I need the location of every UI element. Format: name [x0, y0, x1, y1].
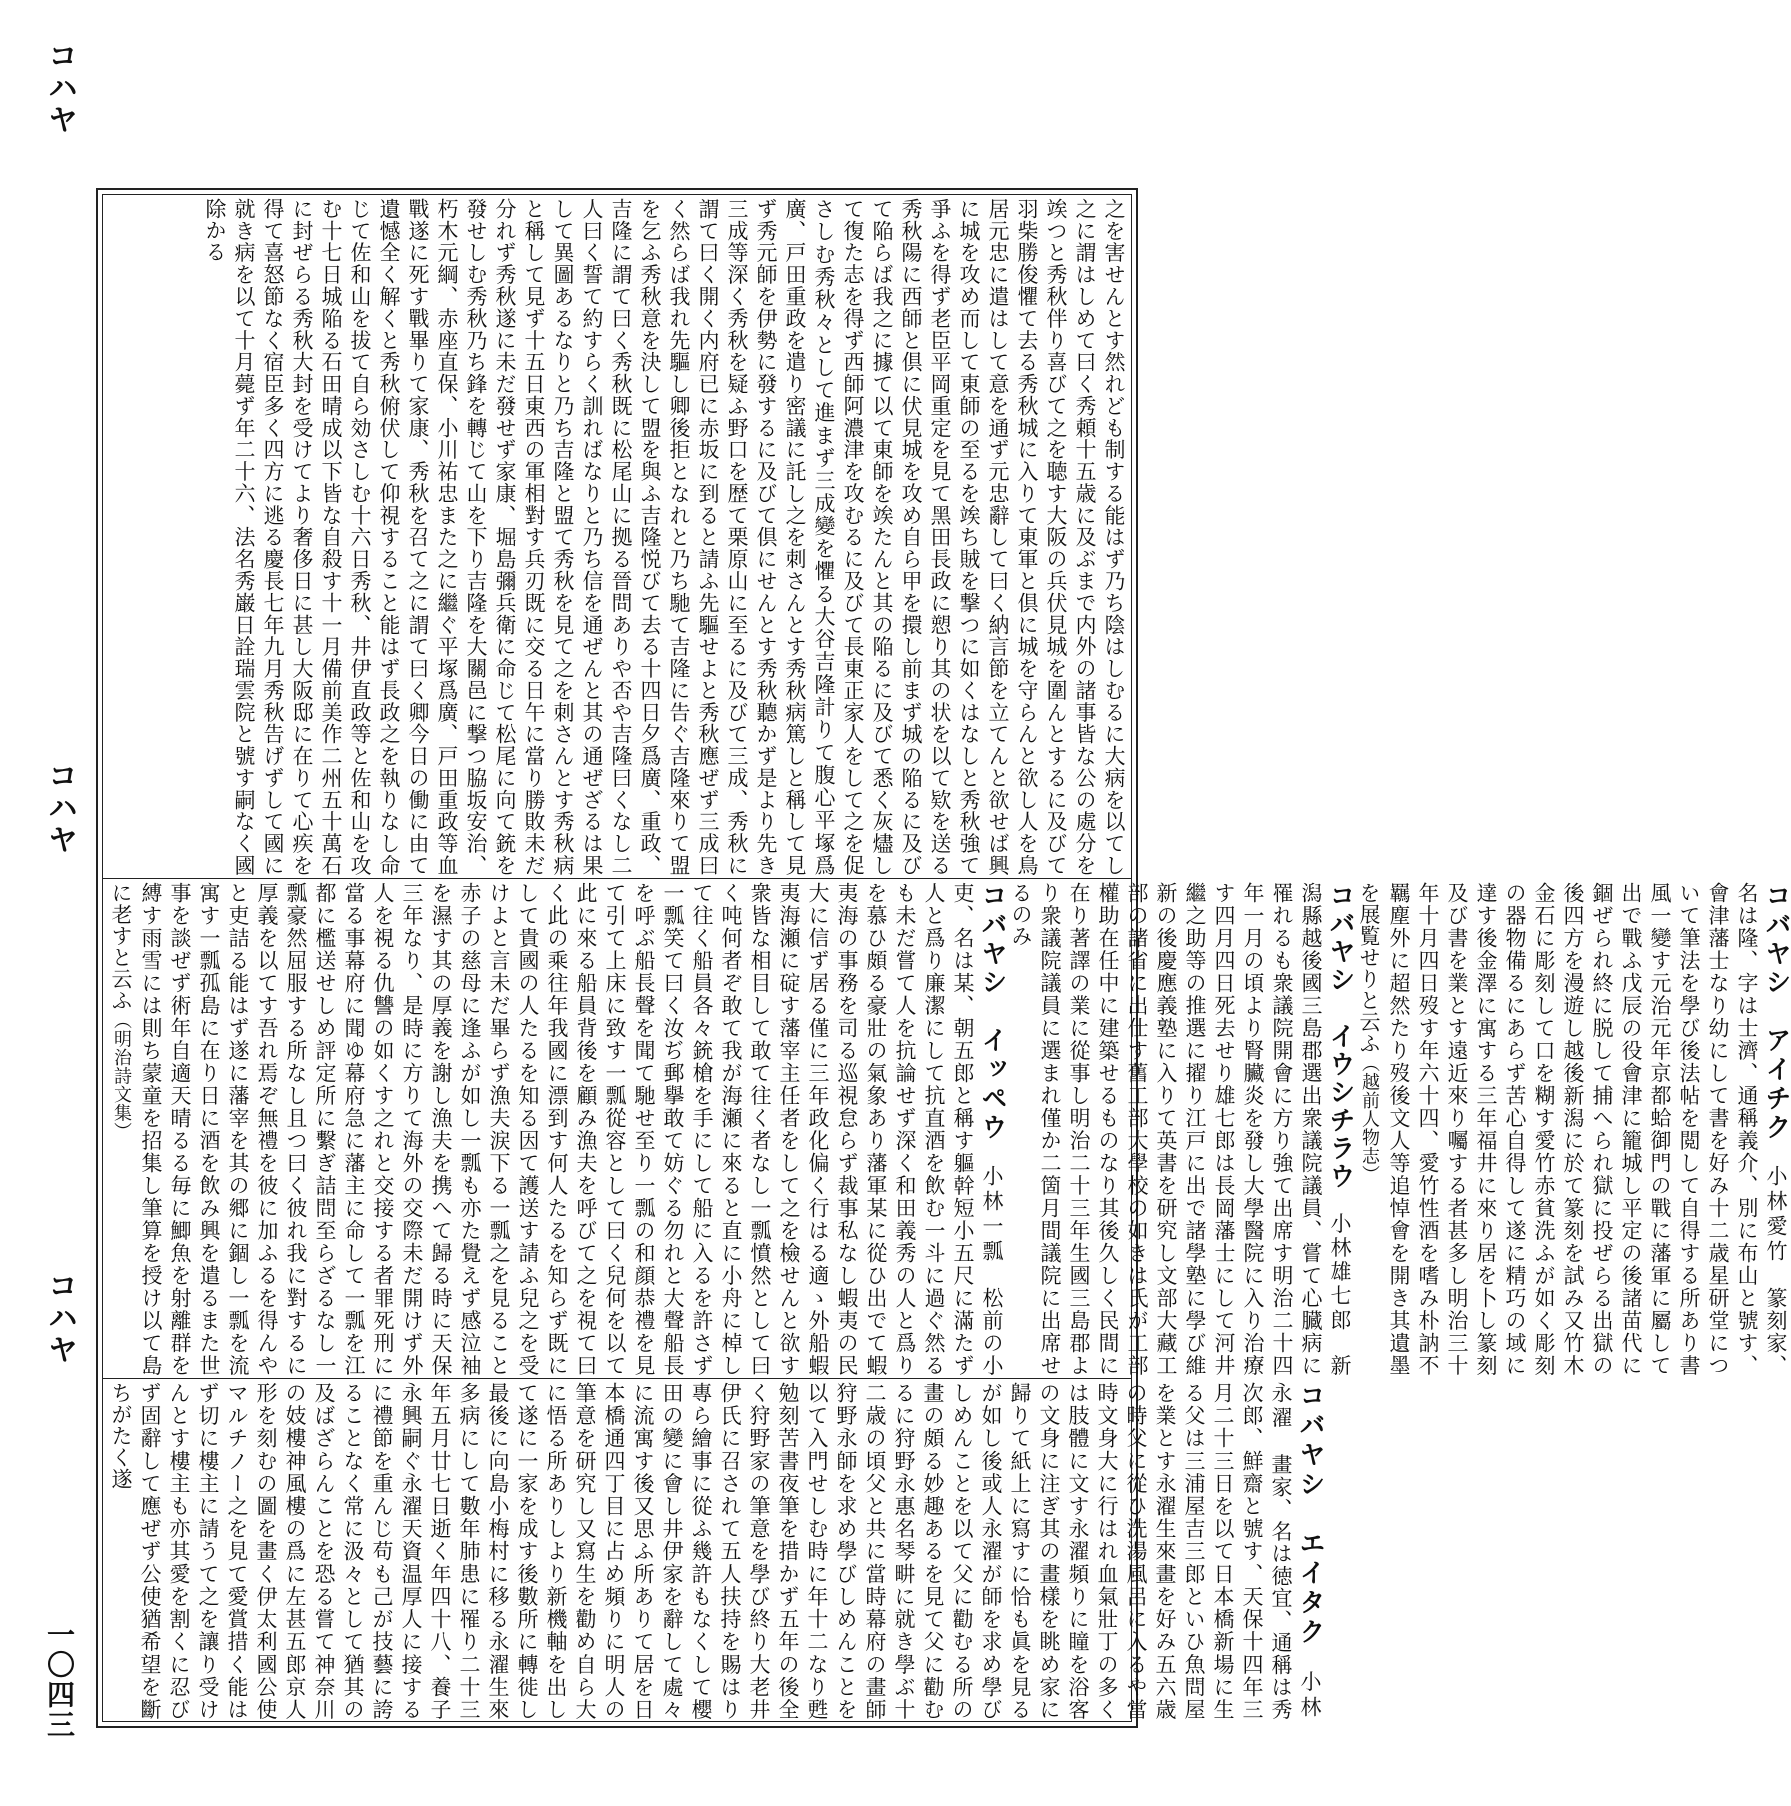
page-frame	[96, 188, 1791, 1728]
section-bottom-text	[106, 1382, 1324, 1720]
entry-author: 小林永濯	[1269, 1382, 1322, 1720]
entry-body: 篆刻家、名は隆、字は士濟、通稱義介、別に布山と號す、會津藩士なり幼にして書を好み十二歳星研堂について筆法を學び後法帖を閲して自得する所あり書風一變す元治元年京都蛤御門の戰に藩軍に屬して出で戰ふ戊辰の役會津に籠城し平定の後諸苗代に錮ぜられ終に脱して捕へられ獄に投ぜらる出獄の後四方を漫遊し越後新潟に於て篆刻を試み又竹木金石に彫刻して口を糊す愛竹赤貧洗ふが如く彫刻の器物備るにあらず苦心自得して遂に精巧の域に達す後金澤に寓する三年福井に來り居を卜し篆刻及び書を業とす遠近來り囑する者甚多し明治三十年十月四日歿す年六十四、愛竹性酒を嗜み朴訥不羈塵外に超然たり歿後文人等追悼會を開き其遺墨を展覧せりと云ふ	[1357, 882, 1788, 1377]
entry-author: 小林一瓢	[980, 1164, 1004, 1265]
kobayakawa-continuation-text: 之を害せんとす然れども制する能はず乃ち陰はしむるに大病を以てし之に謂はしめて曰く秀頼十五歳に及ぶまで内外の諸事皆な公の處分を竢つと秀秋伴り喜びて之を聴す大阪の兵伏見城を圍んとするに及びて羽柴勝俊懼て去る秀秋城に入りて東軍と倶に城を守らんと欲し人を鳥居元忠に遣はして意を通ず元忠辭して曰く納言節を立てんと欲せば興に城を攻め而して東師の至るを竢ち賊を撃つに如くはなしと秀秋強て爭ふを得ず老臣平岡重定を見て黑田長政に愬り其の状を以て欵を送る秀秋陽に西師と倶に伏見城を攻め自ら甲を擐し前まず城の陥るに及びて陥らば我之に據て以て東師を竢たんと其の陥るに及びて悉く灰燼して復た志を得ず西師阿濃津を攻むるに及びて長東正家人をして之を促さしむ秀秋々として進まず三成變を懼る大谷吉隆計りて腹心平塚爲廣、戸田重政を遣り密議に託し之を刺さんとす秀秋病篤しと稱して見ず秀元師を伊勢に發するに及びて倶にせんとす秀秋聽かず是より先き三成等深く秀秋を疑ふ野口を歴て栗原山に至るに及びて三成、秀秋に謂て曰く開く内府已に赤坂に到ると請ふ先驅せよと秀秋應ぜず三成曰く然らば我れ先驅し卿後拒となれと乃ち馳て吉隆に告ぐ吉隆來りて盟を乞ふ秀秋意を決して盟を與ふ吉隆悦びて去る十四日夕爲廣、重政、吉隆に謂て曰く秀秋既に松尾山に拠る晉問ありや否や吉隆曰くなし二人曰く誓て約すらく訓ればなりと乃ち信を通ぜんと其の通ぜざるは果して異圖あるなりと乃ち吉隆と盟て秀秋を見て之を刺さんとす秀秋病と稱して見ず十五日東西の軍相對す兵刃既に交る日午に當り勝敗未だ分れず秀秋遂に未だ發せず家康、堀島彌兵衛に命じて松尾に向て銃を發せしむ秀秋乃ち鋒を轉じて山を下り吉隆を大關邑に撃つ脇坂安治、朽木元綱、赤座直保、小川祐忠また之に繼ぐ平塚爲廣、戸田重政等血戰遂に死す戰畢りて家康、秀秋を召て之に謂て曰く卿今日の働に由て遺憾全く解くと秀秋俯伏して仰視すること能はず長政之を執りなし命じて佐和山を拔て自ら効さしむ十六日秀秋、井伊直政等と佐和山を攻む十七日城陥る石田晴成以下皆な自殺す十一月備前美作二州五十萬石に封ぜらる秀秋大封を受けてより奢侈日に甚し大阪邸に在りて心疾を得て喜怒節なく宿臣多く四方に逃る慶長七年九月秀秋告げずして國に就き病を以て十月薨ず年二十六、法名秀巌日詮瑞雲院と號す嗣なく國除かる	[203, 198, 1126, 876]
entry-author: 小林雄七郎	[1328, 1212, 1352, 1333]
entry-source: （越前人物志）	[1359, 1054, 1380, 1184]
section-top	[106, 198, 1128, 876]
running-header-bottom: コハヤ	[42, 1270, 77, 1366]
page-number: 一〇四三	[43, 1620, 76, 1740]
entry-author: 小林愛竹	[1764, 1164, 1788, 1265]
entry-body: 新潟縣越後國三島郡選出衆議院議員、嘗て心臓病に罹れるも衆議院開會に方り強て出席す明治二十四年一月の頃より腎臟炎を發し大學醫院に入り治療す四月四日死去せり雄七郎は長岡藩士にして河井繼之助等の推選に擢り江戸に出で諸學塾に學び維新の後慶應義塾に入りて英書を研究し文部大藏工部の諸省に出仕す舊工部大學校の如きは氏が工部權助在任中に建築せるものなり其後久しく民間に在り著譯の業に從事し明治二十三年生國三島郡より衆議院議員に選まれ僅か二箇月間議院に出席せるのみ	[1009, 882, 1352, 1377]
section-middle	[106, 882, 1791, 1377]
entry-heading: コバヤシ アイチク	[1761, 882, 1791, 1143]
section-divider-2	[102, 1378, 1132, 1379]
section-bottom	[106, 1382, 1325, 1720]
entry-ippyo	[106, 882, 1006, 1376]
entry-eitaku	[106, 1382, 1324, 1720]
entry-body: 松前の小吏、名は某、朝五郎と稱す軀幹短小五尺に滿たず人と爲り廉潔にして抗直酒を飲む一斗に過ぐ然るも未だ嘗て人を抗論せず深く和田義秀の人と爲りを慕ひ頗る豪壯の氣象あり藩軍某に從ひ出でて蝦夷海の事務を司る巡視怠らず裁事私なし蝦夷の民大に信ず居る僅に三年政化偏く行はる適ゝ外船蝦夷海瀬に碇す藩宰主任者をして之を檢せんと欲す衆皆な相目して敢て往く者なし一瓢憤然として曰く吨何者ぞ敢て我が海瀬に來ると直に小舟に棹して往く船員各々銃槍を手にして船に入るを許さず一瓢笑て曰く汝ぢ郵擧敢て妨ぐる勿れと大聲船長を呼ぶ船長聲を聞て馳せ至り一瓢の和顔恭禮を見て引て上床に致す一瓢從容として曰く兒何を以て此に來る船員背後を顧み漁夫を呼びて之を視て曰く此の乘往年我國に漂到す何人たるを知らず既にして貴國の人たるを知る因て護送す請ふ兒之を受けよと言未だ畢らず漁夫涙下る一瓢之を見ること赤子の慈母に逢ふが如し一瓢も亦た覺えず感泣袖を濕す其の厚義を謝し漁夫を携へて歸る時に天保三年なり、是時に方りて海外の交際未だ開けず外人を視る仇讐の如くす之れと交接する者罪死刑に當る事幕府に聞ゆ幕府急に藩主に命して一瓢を江都に檻送せしめ評定所に繫ぎ詰問至らざるなし一瓢豪然屈服する所なし且つ曰く彼れ我に對するに厚義を以てす吾れ焉ぞ無禮を彼に加ふるを得んやと吏詰る能はず遂に藩宰を其の郷に錮し一瓢を流寓す一瓢孤島に在り日に酒を飲み興を遣るまた世事を談ぜず術年自適天晴るる毎に鯽魚を射離群を縛す雨雪には則ち蒙童を招集し筆算を授け以て島に老すと云ふ	[109, 882, 1004, 1377]
running-header-middle: コハヤ	[42, 760, 77, 856]
entry-heading: コバヤシ イッペウ	[977, 882, 1007, 1143]
entry-aichiku	[1354, 882, 1790, 1376]
entry-heading: コバヤシ エイタク	[1295, 1382, 1325, 1648]
entry-heading: コバヤシ イウシチラウ	[1325, 882, 1355, 1191]
section-middle-text	[106, 882, 1790, 1376]
entry-body: 畫家、名は徳宜、通稱は秀次郎、鮮齋と號す、天保十四年三月二十三日を以て日本橋新場に生る父は三浦屋吉三郎といひ魚問屋を業とす永濯生來畫を好み五六歳の時父に從ひ洗湯風呂に入るや當時文身大に行はれ血氣壯丁の多くは肢體に文す永濯頻りに瞳を浴客の文身に注ぎ其の畫樣を眺め家に歸りて紙上に寫すに恰も眞を見るが如し後或人永濯が師を求め學びしめんことを以て父に勸むる所の畫の頗る妙趣あるを見て父に勸むるに狩野永惠名琴畊に就き學ぶ十二歳の頃父と共に當時幕府の畫師狩野永師を求め學びしめんことを以て入門せしむ時に年十二なり甦勉刻苦書夜筆を措かず五年の後全く狩野家の筆意を學び終り大老井伊氏に召されて五人扶持を賜はり專ら繪事に從ふ幾許もなくして櫻田の變に會し井伊家を辭して處々に流寓す後又思ふ所ありて居を日本橋通四丁目に占め頻りに明人の筆意を研究し又寫生を勸め自ら大に悟る所ありしより新機軸を出して遂に一家を成す後數所に轉徙し最後に向島小梅村に移る永濯生來多病にして數年肺患に罹り二十三年五月廿七日逝く年四十八、養子永興嗣ぐ永濯天資温厚人に接するに禮節を重んじ苟も己が技藝に誇ることなく常に汲々として猶其の及ばざらんことを恐る嘗て神奈川の妓樓神風樓の爲に左甚五郎京人形を刻むの圖を畫く伊太利國公使マルチノー之を見て愛賞措く能はず切に樓主に請うて之を讓り受けんとす樓主も亦其愛を割くに忍びず固辭して應ぜず公使猶希望を斷ちがたく遂	[109, 1382, 1293, 1720]
entry-yushichiro	[1006, 882, 1354, 1376]
entry-source: （明治詩文集）	[111, 1011, 132, 1141]
section-divider-1	[102, 878, 1132, 879]
running-header-top: コハヤ	[42, 40, 77, 136]
section-top-text	[200, 198, 1128, 876]
